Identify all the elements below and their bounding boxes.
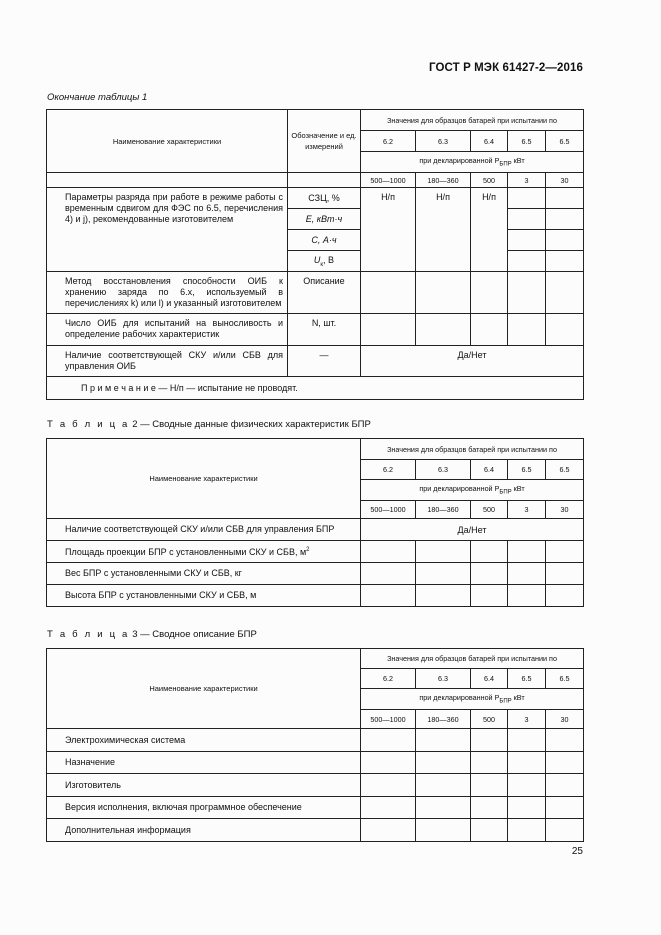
table3 (46, 648, 584, 842)
table2-power: 30 (546, 501, 584, 519)
table2-section: 6.5 (546, 460, 584, 480)
table3-power: 30 (546, 710, 584, 729)
table2-empty-cell (361, 585, 416, 607)
table3-empty-cell (546, 819, 584, 842)
table3-power-label: при декларированной $P_{БПР}$ кВт (361, 689, 584, 710)
table1-value-cell: Н/п (361, 188, 416, 272)
table1-empty-cell (546, 188, 584, 209)
table2-empty-cell (546, 585, 584, 607)
table1-name-header: Наименование характеристики (47, 110, 288, 173)
table2-power-label: при декларированной $P_{БПР}$ кВт (361, 480, 584, 501)
table3-empty-cell (471, 797, 508, 819)
table2-empty-cell (546, 541, 584, 563)
table1-unit-cell: СЗЦ, % (288, 188, 361, 209)
table1-empty-cell (546, 251, 584, 272)
table1-section: 6.5 (546, 131, 584, 152)
table1-power: 500 (471, 173, 508, 188)
table2-row-name: Высота БПР с установленными СКУ и СБВ, м (47, 585, 361, 607)
table3-row-name: Электрохимическая система (47, 729, 361, 752)
page-number: 25 (571, 846, 583, 857)
table3-empty-cell (361, 797, 416, 819)
table1-empty-cell (508, 230, 546, 251)
table3-empty-cell (471, 819, 508, 842)
table1-unit-cell: C, А·ч (288, 230, 361, 251)
standard-header: ГОСТ Р МЭК 61427-2—2016 (429, 62, 583, 74)
table1-section: 6.3 (416, 131, 471, 152)
table1-row-name: Параметры разряда при работе в режиме работы с временным сдвигом для ФЭС по 6.5, перечисления 4) и j), рекомендованные изготовителем (47, 188, 288, 272)
table1-section: 6.2 (361, 131, 416, 152)
table3-section: 6.5 (546, 669, 584, 689)
table3-section: 6.2 (361, 669, 416, 689)
table3-section: 6.3 (416, 669, 471, 689)
table3-power: 500 (471, 710, 508, 729)
table3-empty-cell (546, 774, 584, 797)
table1-value-cell: Да/Нет (361, 346, 584, 377)
table3-row-name: Версия исполнения, включая программное обеспечение (47, 797, 361, 819)
table1-empty-cell (471, 272, 508, 314)
table1-power: 3 (508, 173, 546, 188)
table1-empty-cell (361, 272, 416, 314)
table2-empty-cell (471, 585, 508, 607)
table3-empty-cell (471, 752, 508, 774)
table3-empty-cell (508, 797, 546, 819)
table2-empty-cell (416, 541, 471, 563)
table3-empty-cell (361, 752, 416, 774)
table2-empty-cell (508, 541, 546, 563)
table2 (46, 438, 584, 607)
table3-empty-cell (416, 752, 471, 774)
table3-empty-cell (546, 729, 584, 752)
table3-power: 500—1000 (361, 710, 416, 729)
table1-empty-cell (546, 314, 584, 346)
table2-empty-cell (508, 563, 546, 585)
table1-row-name: Число ОИБ для испытаний на выносливость и определение рабочих характеристик (47, 314, 288, 346)
table2-caption: Т а б л и ц а 2 — Сводные данные физических характеристик БПР (47, 419, 371, 430)
table2-power: 3 (508, 501, 546, 519)
table3-empty-cell (471, 729, 508, 752)
table1-empty-cell (508, 251, 546, 272)
table3-empty-cell (416, 819, 471, 842)
table1-empty-cell (508, 209, 546, 230)
table1-unit-cell: $U_к$, В (288, 251, 361, 272)
table1-section: 6.4 (471, 131, 508, 152)
table2-empty-cell (471, 563, 508, 585)
table1-empty-cell (508, 314, 546, 346)
table2-section: 6.4 (471, 460, 508, 480)
table1-empty-cell (508, 272, 546, 314)
table3-row-name: Изготовитель (47, 774, 361, 797)
table1-caption: Окончание таблицы 1 (47, 92, 148, 103)
table3-empty-cell (416, 729, 471, 752)
table1-note: П р и м е ч а н и е — Н/п — испытание не проводят. (47, 377, 584, 400)
table2-power: 500—1000 (361, 501, 416, 519)
table1-blank-cell (47, 173, 288, 188)
table2-power: 180—360 (416, 501, 471, 519)
table2-power: 500 (471, 501, 508, 519)
table2-empty-cell (416, 563, 471, 585)
table1-unit-cell: Описание (288, 272, 361, 314)
table2-empty-cell (471, 541, 508, 563)
table1-blank-cell (288, 173, 361, 188)
table3-caption: Т а б л и ц а 3 — Сводное описание БПР (47, 629, 257, 640)
table1-empty-cell (471, 314, 508, 346)
table1-unit-cell: E, кВт·ч (288, 209, 361, 230)
table3-row-name: Назначение (47, 752, 361, 774)
table1-unit-cell: — (288, 346, 361, 377)
table3-empty-cell (416, 797, 471, 819)
table1-power: 30 (546, 173, 584, 188)
table3-empty-cell (508, 752, 546, 774)
table3-name-header: Наименование характеристики (47, 649, 361, 729)
table2-empty-cell (361, 541, 416, 563)
table2-section: 6.3 (416, 460, 471, 480)
table1-empty-cell (361, 314, 416, 346)
table1-row-name: Метод восстановления способности ОИБ к хранению заряда по 6.x, используемый в перечислениях k) или l) и указанный изготовителем (47, 272, 288, 314)
table2-empty-cell (361, 563, 416, 585)
table3-power: 180—360 (416, 710, 471, 729)
table2-section: 6.2 (361, 460, 416, 480)
table3-empty-cell (508, 819, 546, 842)
table3-empty-cell (546, 752, 584, 774)
table1-power: 500—1000 (361, 173, 416, 188)
table3-empty-cell (546, 797, 584, 819)
table2-row-name: Вес БПР с установленными СКУ и СБВ, кг (47, 563, 361, 585)
table3-row-name: Дополнительная информация (47, 819, 361, 842)
table2-value-cell: Да/Нет (361, 519, 584, 541)
table3-empty-cell (416, 774, 471, 797)
table1 (46, 109, 584, 400)
table3-values-header: Значения для образцов батарей при испытании по (361, 649, 584, 669)
table1-empty-cell (546, 209, 584, 230)
table2-empty-cell (508, 585, 546, 607)
table3-empty-cell (361, 819, 416, 842)
table2-values-header: Значения для образцов батарей при испытании по (361, 439, 584, 460)
table3-empty-cell (471, 774, 508, 797)
table1-value-cell: Н/п (471, 188, 508, 272)
table3-empty-cell (508, 729, 546, 752)
table3-empty-cell (361, 774, 416, 797)
table1-values-header: Значения для образцов батарей при испытании по (361, 110, 584, 131)
table2-empty-cell (416, 585, 471, 607)
table1-row-name: Наличие соответствующей СКУ и/или СБВ для управления ОИБ (47, 346, 288, 377)
table3-section: 6.4 (471, 669, 508, 689)
table2-empty-cell (546, 563, 584, 585)
table3-empty-cell (508, 774, 546, 797)
table1-section: 6.5 (508, 131, 546, 152)
table2-section: 6.5 (508, 460, 546, 480)
table1-empty-cell (508, 188, 546, 209)
table2-row-name: Площадь проекции БПР с установленными СКУ и СБВ, $м^2$ (47, 541, 361, 563)
table1-unit-header: Обозначение и ед. измерений (288, 110, 361, 173)
table3-section: 6.5 (508, 669, 546, 689)
table1-empty-cell (416, 314, 471, 346)
table1-power-label: при декларированной $P_{БПР}$ кВт (361, 152, 584, 173)
table2-row-name: Наличие соответствующей СКУ и/или СБВ для управления БПР (47, 519, 361, 541)
table3-power: 3 (508, 710, 546, 729)
table1-empty-cell (416, 272, 471, 314)
table1-power: 180—360 (416, 173, 471, 188)
table1-empty-cell (546, 230, 584, 251)
table1-value-cell: Н/п (416, 188, 471, 272)
table2-name-header: Наименование характеристики (47, 439, 361, 519)
table1-empty-cell (546, 272, 584, 314)
table1-unit-cell: N, шт. (288, 314, 361, 346)
table3-empty-cell (361, 729, 416, 752)
